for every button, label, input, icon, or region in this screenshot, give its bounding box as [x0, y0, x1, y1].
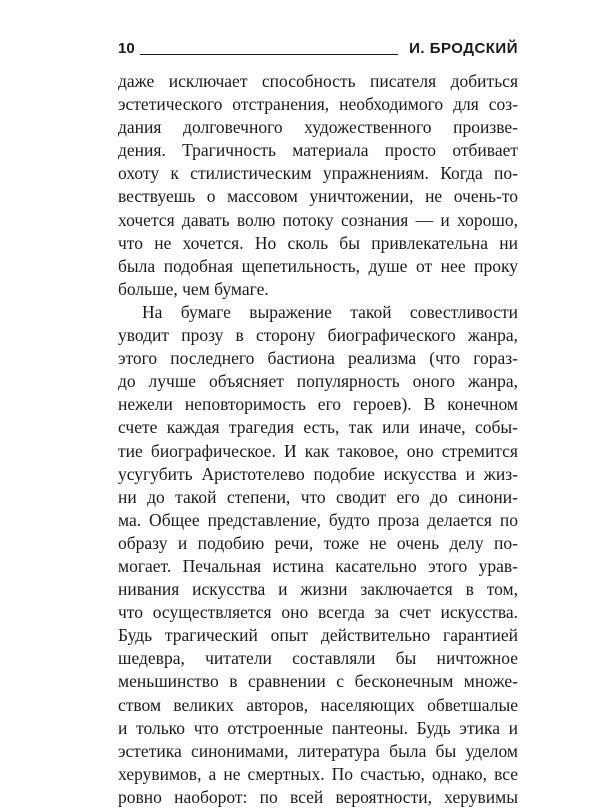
text-line: хочется давать волю потоку сознания — и хорошо,: [118, 209, 518, 230]
text-line: Будь трагический опыт действительно гарантией: [118, 625, 518, 646]
text-line: меньшинство в сравнении с бесконечным множе-: [118, 671, 518, 692]
text-line: нежели неповторимость его героев). В конечном: [118, 394, 518, 415]
header-rule: [140, 54, 398, 55]
text-line: усугубить Аристотелево подобие искусства и жиз-: [118, 463, 518, 484]
text-line: охоту к стилистическим упражнениям. Когда по-: [118, 163, 518, 184]
text-line: до лучше объясняет популярность оного жанра,: [118, 371, 518, 392]
text-line: могает. Печальная истина касательно этого урав-: [118, 555, 518, 576]
text-line: ством великих авторов, населяющих обветшалые: [118, 694, 518, 715]
text-line: образу и подобию речи, тоже не очень делу по-: [118, 532, 518, 553]
page-number: 10: [118, 40, 135, 57]
text-line: счете каждая трагедия есть, так или иначе, собы-: [118, 417, 518, 438]
paragraph: [118, 301, 518, 809]
text-line: эстетического отстранения, необходимого для соз-: [118, 94, 518, 115]
running-header: [118, 40, 518, 60]
text-line: дания долговечного художественного произве-: [118, 117, 518, 138]
text-line: вествуешь о массовом уничтожении, не очень-то: [118, 186, 518, 207]
text-line: что осуществляется оно всегда за счет искусства.: [118, 602, 518, 623]
text-line: нивания искусства и жизни заключается в том,: [118, 579, 518, 600]
text-line: тие биографическое. И как таковое, оно стремится: [118, 440, 518, 461]
text-line: херувимов, а не смертных. По счастью, однако, все: [118, 763, 518, 784]
text-line: уводит прозу в сторону биографического жанра,: [118, 325, 518, 346]
text-line: была подобная щепетильность, душе от нее проку: [118, 255, 518, 276]
text-line: даже исключает способность писателя добиться: [118, 71, 518, 91]
paragraph: [118, 70, 518, 301]
text-line: шедевра, читатели составляли бы ничтожное: [118, 648, 518, 669]
text-line: этого последнего бастиона реализма (что гораз-: [118, 348, 518, 369]
text-line: и только что отстроенные пантеоны. Будь этика и: [118, 717, 518, 738]
text-line: что не хочется. Но сколь бы привлекательна ни: [118, 232, 518, 253]
text-line: эстетика синонимами, литература была бы уделом: [118, 740, 518, 761]
text-line: ровно наоборот: по всей вероятности, херувимы: [118, 786, 518, 807]
running-title: И. БРОДСКИЙ: [409, 40, 518, 57]
text-line: На бумаге выражение такой совестливости: [142, 301, 518, 322]
body-text: [118, 70, 518, 809]
text-line: дения. Трагичность материала просто отбивает: [118, 140, 518, 161]
text-line: больше, чем бумаге.: [118, 278, 269, 299]
text-line: ни до такой степени, что сводит его до синони-: [118, 486, 518, 507]
text-line: ма. Общее представление, будто проза делается по: [118, 509, 518, 530]
